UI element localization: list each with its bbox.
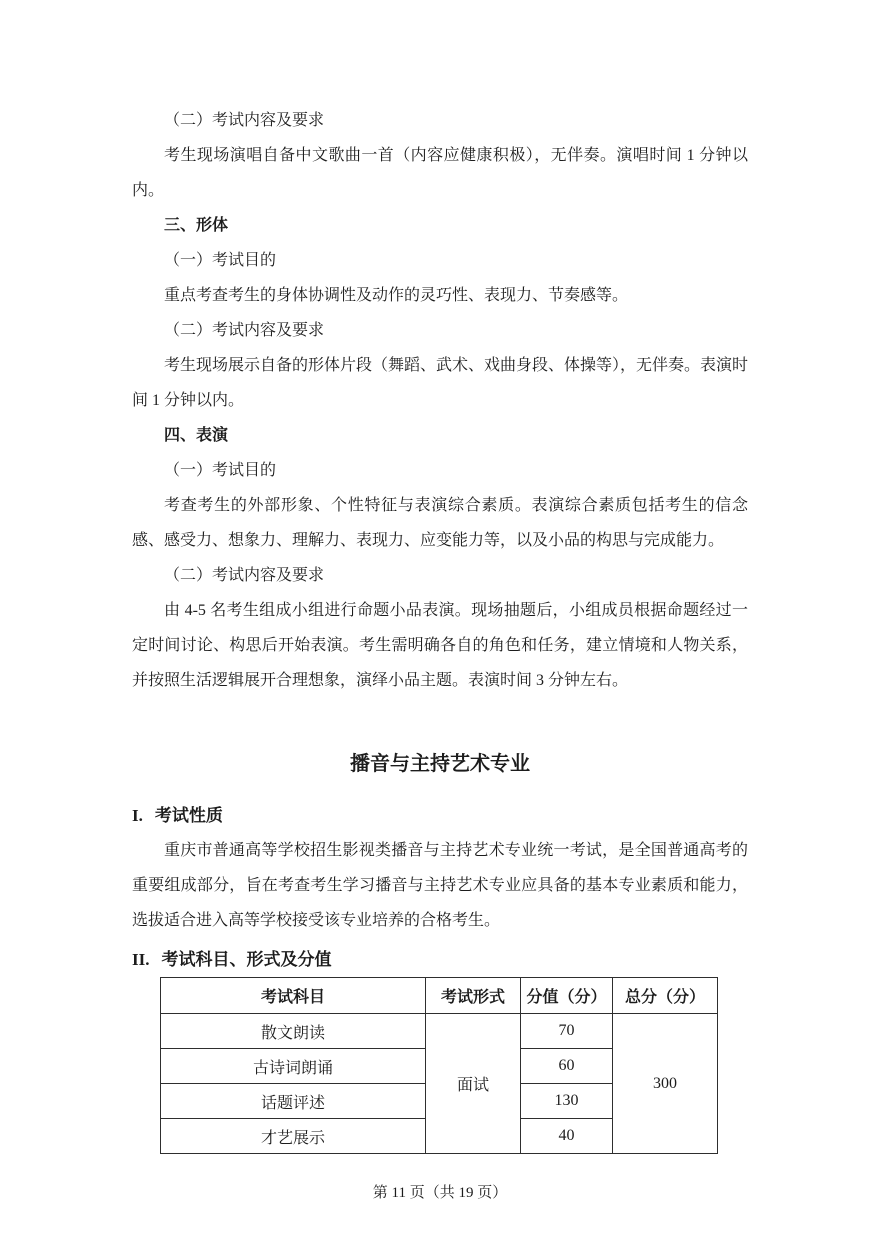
subject-cell: 才艺展示 — [161, 1119, 426, 1154]
score-cell: 40 — [521, 1119, 613, 1154]
heading-label: 考试科目、形式及分值 — [161, 950, 332, 969]
paragraph: （一）考试目的 — [164, 252, 277, 269]
col-header-score: 分值（分） — [521, 978, 613, 1014]
score-table — [160, 977, 718, 1154]
heading-label: 考试性质 — [154, 806, 223, 825]
table-row — [161, 1014, 718, 1049]
heading-numeral: I. — [132, 806, 143, 825]
paragraph: （二）考试内容及要求 — [164, 567, 325, 584]
subject-cell: 古诗词朗诵 — [161, 1049, 426, 1084]
col-header-total: 总分（分） — [613, 978, 718, 1014]
score-cell: 130 — [521, 1084, 613, 1119]
exam-form-cell: 面试 — [426, 1014, 521, 1154]
total-score-cell: 300 — [613, 1014, 718, 1154]
section-heading-xingti: 三、形体 — [164, 217, 229, 234]
heading-exam-nature — [132, 798, 748, 833]
table-header-row — [161, 978, 718, 1014]
paragraph: （二）考试内容及要求 — [164, 112, 325, 129]
paragraph: 考生现场展示自备的形体片段（舞蹈、武术、戏曲身段、体操等），无伴奏。表演时间 1 分钟以内。 — [132, 357, 749, 409]
paragraph: 重庆市普通高等学校招生影视类播音与主持艺术专业统一考试，是全国普通高考的重要组成部分，旨在考查考生学习播音与主持艺术专业应具备的基本专业素质和能力，选拔适合进入高等学校接受该专业培养的合格考生。 — [132, 842, 748, 929]
score-cell: 60 — [521, 1049, 613, 1084]
paragraph: 考生现场演唱自备中文歌曲一首（内容应健康积极），无伴奏。演唱时间 1 分钟以内。 — [132, 147, 748, 199]
section-heading-biaoyan: 四、表演 — [164, 427, 229, 444]
heading-exam-subjects — [132, 942, 748, 977]
col-header-subject: 考试科目 — [161, 978, 426, 1014]
score-cell: 70 — [521, 1014, 613, 1049]
subject-cell: 话题评述 — [161, 1084, 426, 1119]
paragraph: 由 4-5 名考生组成小组进行命题小品表演。现场抽题后，小组成员根据命题经过一定时间讨论、构思后开始表演。考生需明确各自的角色和任务，建立情境和人物关系，并按照生活逻辑展开合理想象，演绎小品主题。表演时间 3 分钟左右。 — [132, 602, 748, 689]
heading-numeral: II. — [132, 950, 150, 969]
paragraph: 考查考生的外部形象、个性特征与表演综合素质。表演综合素质包括考生的信念感、感受力、想象力、理解力、表现力、应变能力等，以及小品的构思与完成能力。 — [132, 497, 748, 549]
paragraph: （二）考试内容及要求 — [164, 322, 325, 339]
col-header-form: 考试形式 — [426, 978, 521, 1014]
paragraph: （一）考试目的 — [164, 462, 277, 479]
major-title: 播音与主持艺术专业 — [350, 753, 530, 775]
page-footer: 第 11 页（共 19 页） — [372, 1185, 508, 1201]
paragraph: 重点考查考生的身体协调性及动作的灵巧性、表现力、节奏感等。 — [164, 287, 629, 304]
subject-cell: 散文朗读 — [161, 1014, 426, 1049]
